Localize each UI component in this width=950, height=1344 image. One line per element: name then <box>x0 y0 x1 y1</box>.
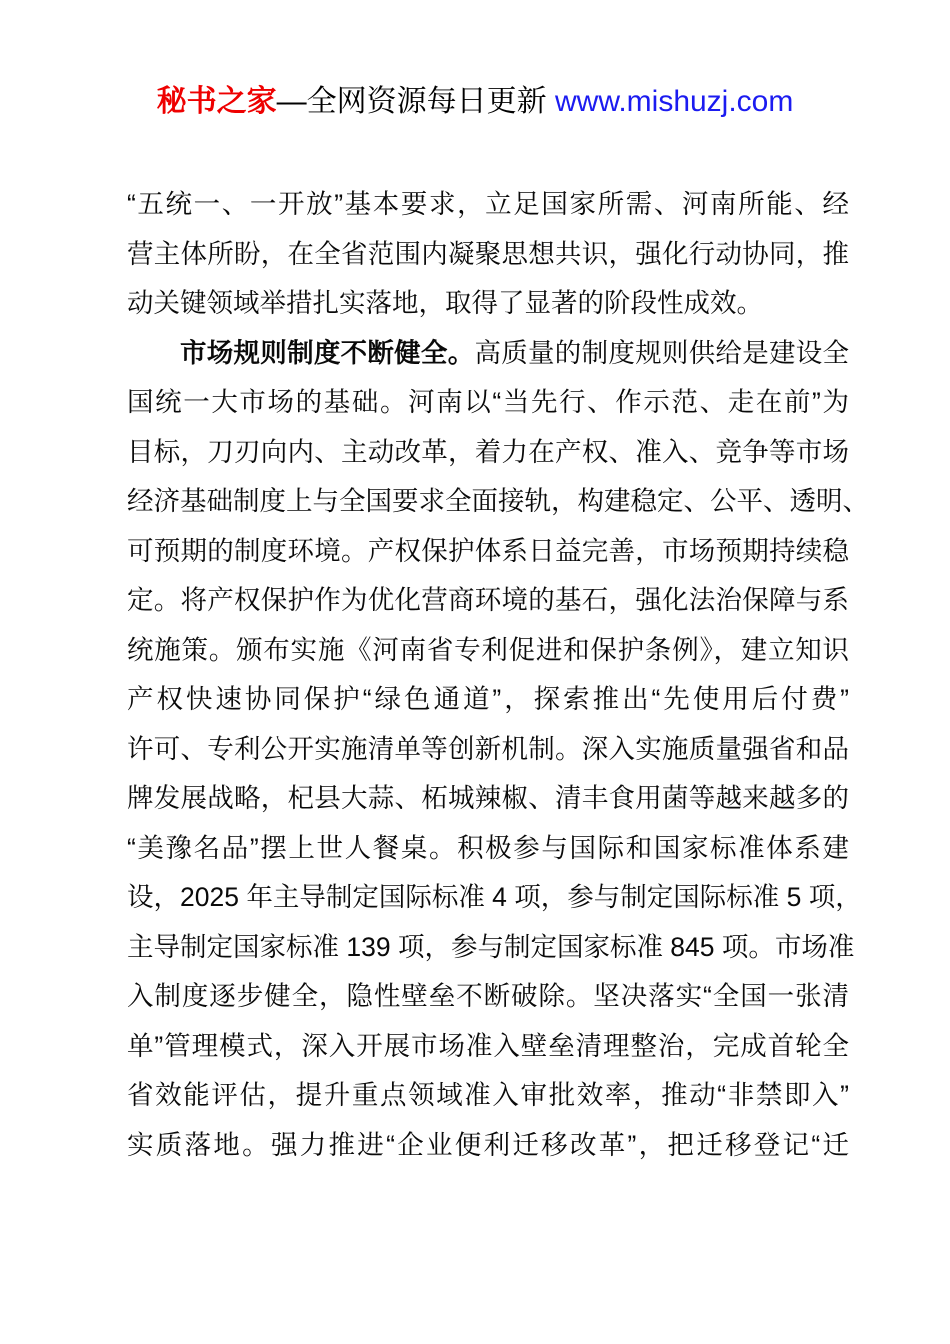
text-line: “美豫名品”摆上世人餐桌。积极参与国际和国家标准体系建 <box>127 832 849 863</box>
text-line: 入制度逐步健全，隐性壁垒不断破除。坚决落实“全国一张清 <box>127 981 849 1011</box>
bold-lead-in: 市场规则制度不断健全。 <box>180 337 475 368</box>
text-line: 设，2025 年主导制定国际标准 4 项，参与制定国际标准 5 项， <box>127 882 862 912</box>
text-line: 定。将产权保护作为优化营商环境的基石，强化法治保障与系 <box>127 585 849 615</box>
site-url-link[interactable]: www.mishuzj.com <box>554 85 794 118</box>
text-line: 主导制定国家标准 139 项，参与制定国家标准 845 项。市场准 <box>127 931 855 962</box>
text-line: 单”管理模式，深入开展市场准入壁垒清理整治，完成首轮全 <box>127 1030 849 1061</box>
text-line: 可预期的制度环境。产权保护体系日益完善，市场预期持续稳 <box>127 535 849 566</box>
text-line: 动关键领域举措扎实落地，取得了显著的阶段性成效。 <box>127 288 763 318</box>
text-line: 经济基础制度上与全国要求全面接轨，构建稳定、公平、透明、 <box>127 486 869 516</box>
text-line: 市场规则制度不断健全。高质量的制度规则供给是建设全 <box>180 337 850 368</box>
text-line: 目标，刀刃向内、主动改革，着力在产权、准入、竞争等市场 <box>127 436 849 467</box>
text-line: 实质落地。强力推进“企业便利迁移改革”，把迁移登记“迁 <box>127 1129 849 1160</box>
text-line: “五统一、一开放”基本要求，立足国家所需、河南所能、经 <box>127 189 849 219</box>
page-header <box>0 80 950 124</box>
header-tagline: —全网资源每日更新 <box>276 85 555 118</box>
text-line: 国统一大市场的基础。河南以“当先行、作示范、走在前”为 <box>127 387 849 417</box>
text-line: 许可、专利公开实施清单等创新机制。深入实施质量强省和品 <box>127 733 849 764</box>
text-line: 统施策。颁布实施《河南省专利促进和保护条例》，建立知识 <box>127 634 849 665</box>
text-line: 牌发展战略，杞县大蒜、柘城辣椒、清丰食用菌等越来越多的 <box>127 783 849 813</box>
document-body <box>127 180 869 1170</box>
text-line: 营主体所盼，在全省范围内凝聚思想共识，强化行动协同，推 <box>127 238 849 269</box>
site-name: 秘书之家 <box>156 85 277 118</box>
text-line: 省效能评估，提升重点领域准入审批效率，推动“非禁即入” <box>127 1080 849 1110</box>
text-line: 产权快速协同保护“绿色通道”，探索推出“先使用后付费” <box>127 684 849 714</box>
